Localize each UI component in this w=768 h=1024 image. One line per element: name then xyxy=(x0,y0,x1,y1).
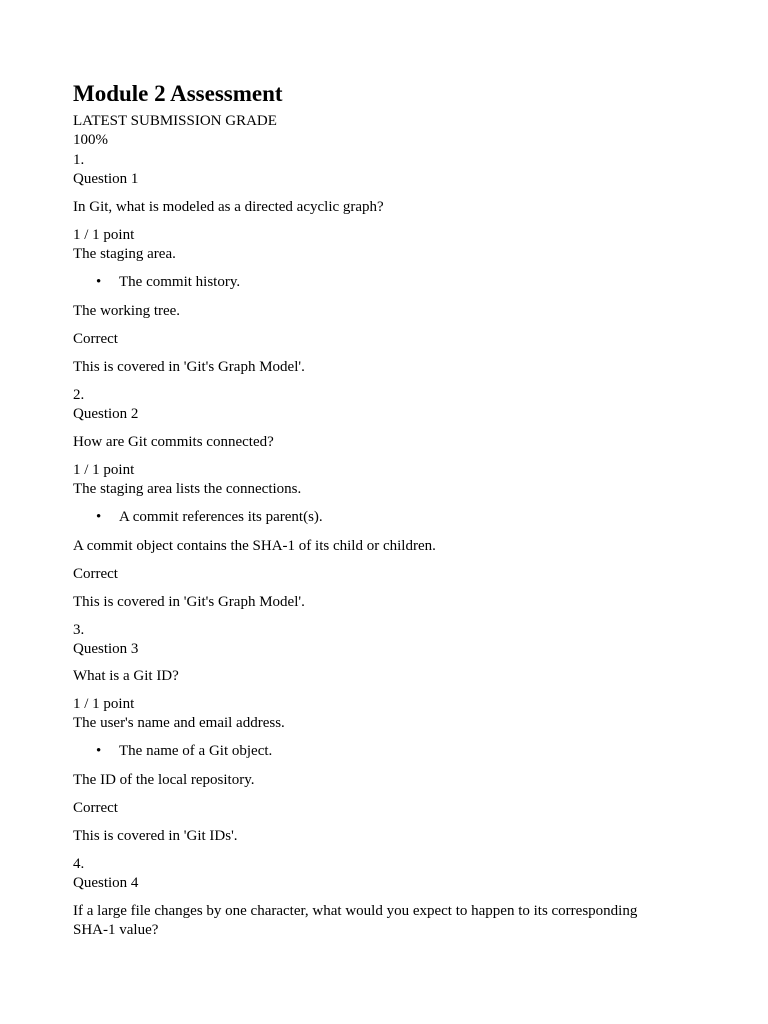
question-points: 1 / 1 point xyxy=(73,696,135,712)
answer-feedback: This is covered in 'Git's Graph Model'. xyxy=(73,359,305,375)
bullet-icon: • xyxy=(96,743,102,759)
question-label: Question 4 xyxy=(73,875,139,891)
answer-option-text: The commit history. xyxy=(119,274,241,290)
answer-status: Correct xyxy=(73,800,118,816)
answer-status: Correct xyxy=(73,331,118,347)
question-prompt: What is a Git ID? xyxy=(73,668,179,684)
selected-answer-option xyxy=(96,273,240,292)
selected-answer-option xyxy=(96,508,323,527)
answer-option: The staging area lists the connections. xyxy=(73,481,302,497)
answer-option: A commit object contains the SHA-1 of its child or children. xyxy=(73,538,436,554)
question-label: Question 1 xyxy=(73,171,139,187)
grade-label: LATEST SUBMISSION GRADE xyxy=(73,113,277,129)
answer-feedback: This is covered in 'Git's Graph Model'. xyxy=(73,594,305,610)
question-prompt: If a large file changes by one character, what would you expect to happen to its corresponding SHA-1 value? xyxy=(73,903,638,938)
answer-option: The ID of the local repository. xyxy=(73,772,255,788)
bullet-icon: • xyxy=(96,274,102,290)
question-points: 1 / 1 point xyxy=(73,227,135,243)
question-number: 4. xyxy=(73,856,85,872)
answer-option: The user's name and email address. xyxy=(73,715,285,731)
answer-option: The working tree. xyxy=(73,303,181,319)
question-prompt: In Git, what is modeled as a directed acyclic graph? xyxy=(73,199,384,215)
answer-status: Correct xyxy=(73,566,118,582)
grade-value: 100% xyxy=(73,132,108,148)
answer-option-text: A commit references its parent(s). xyxy=(119,509,323,525)
question-number: 2. xyxy=(73,387,85,403)
question-number: 1. xyxy=(73,152,85,168)
question-label: Question 2 xyxy=(73,406,139,422)
answer-option-text: The name of a Git object. xyxy=(119,743,273,759)
answer-option: The staging area. xyxy=(73,246,176,262)
question-number: 3. xyxy=(73,622,85,638)
page-title: Module 2 Assessment xyxy=(73,81,283,106)
question-points: 1 / 1 point xyxy=(73,462,135,478)
bullet-icon: • xyxy=(96,509,102,525)
question-label: Question 3 xyxy=(73,641,139,657)
question-prompt: How are Git commits connected? xyxy=(73,434,274,450)
answer-feedback: This is covered in 'Git IDs'. xyxy=(73,828,238,844)
selected-answer-option xyxy=(96,742,272,761)
